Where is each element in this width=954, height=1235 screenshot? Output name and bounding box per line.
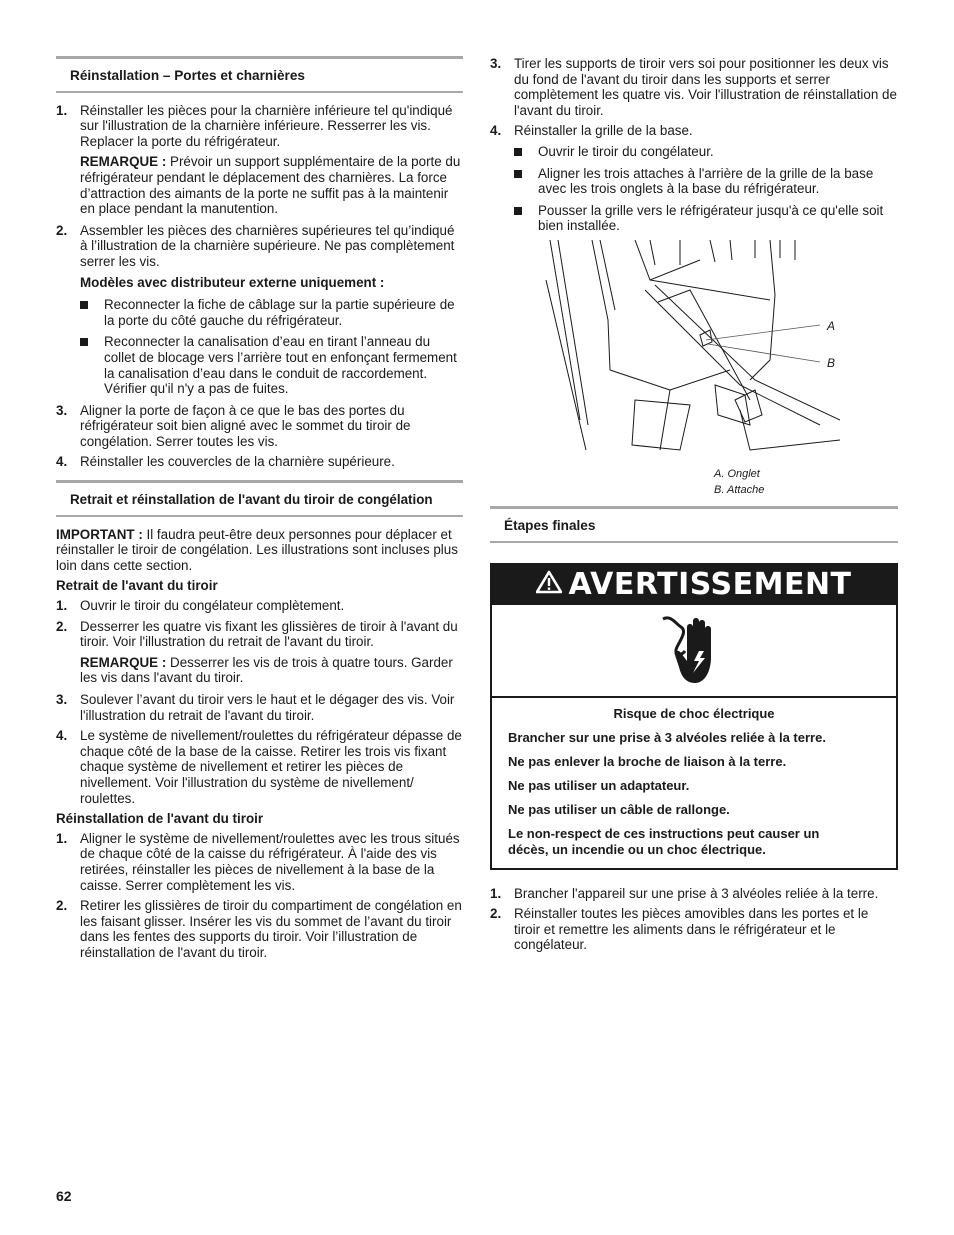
bullet-square-icon (514, 166, 538, 197)
retrait-step-4 (56, 728, 463, 806)
retrait-heading: Retrait de l'avant du tiroir (56, 578, 218, 594)
step-text: Réinstaller la grille de la base. (514, 123, 693, 139)
bullet-text: Reconnecter la canalisation d’eau en tirant l’anneau du collet de blocage vers l’arrière tout en enfonçant fermement la canalisation d’eau dans le conduit de raccordement. Vérifier qu'il n'y a pas de fuites. (104, 334, 457, 397)
important-paragraph (56, 527, 463, 574)
bullet-square-icon (514, 203, 538, 234)
bullet-item (80, 297, 463, 328)
step-text: Réinstaller toutes les pièces amovibles dans les portes et le tiroir et remettre les aliments dans le réfrigérateur et le congélateur. (514, 906, 869, 953)
step-text: Aligner la porte de façon à ce que le bas des portes du réfrigérateur soit bien aligné avec le sommet du tiroir de congélation. Serrer toutes les vis. (80, 402, 411, 449)
reinst-step-3 (490, 56, 898, 118)
final-step-2 (490, 906, 898, 953)
step-1 (56, 103, 463, 150)
step-text: Réinstaller les couvercles de la charnière supérieure. (80, 454, 395, 470)
warning-icon-area (492, 605, 896, 698)
bullet-square-icon (514, 144, 538, 160)
retrait-step-1 (56, 598, 463, 614)
step-number: 3. (56, 402, 68, 418)
step-number: 2. (56, 618, 68, 634)
bullet-item (514, 166, 898, 197)
warning-line: Ne pas utiliser un câble de rallonge. (508, 801, 730, 817)
figure-captions (714, 466, 764, 498)
step-number: 1. (56, 102, 68, 118)
note-text: Prévoir un support supplémentaire de la porte du réfrigérateur pendant le déplacement des charnières. La force d’attraction des aimants de la porte ne suffit pas à la maintenir en place pendant la manutention. (80, 154, 461, 217)
reinstallation-heading: Réinstallation de l'avant du tiroir (56, 811, 264, 827)
step-number: 2. (56, 222, 68, 238)
note (80, 154, 463, 216)
warning-triangle-icon (536, 565, 562, 605)
step-text: Desserrer les quatre vis fixant les glissières de tiroir à l'avant du tiroir. Voir l'illustration du retrait de l'avant du tiroir. (80, 618, 458, 650)
step-text: Brancher l'appareil sur une prise à 3 alvéoles reliée à la terre. (514, 885, 879, 901)
step-text: Le système de nivellement/roulettes du réfrigérateur dépasse de chaque côté de la base de la caisse. Retirer les trois vis fixant chaque système de nivellement et retirer les pièces de nivellement. Voir l'illustration du système de nivellement/ roulettes. (80, 728, 462, 806)
step-number: 3. (56, 692, 68, 707)
grille-drawing (540, 240, 840, 460)
step-text: Assembler les pièces des charnières supérieures tel qu’indiqué à l’illustration de la charnière supérieure. Ne pas complètement serrer les vis. (80, 222, 455, 269)
step-4 (56, 454, 463, 470)
important-label: IMPORTANT : (56, 526, 143, 542)
base-grille-illustration (540, 240, 840, 510)
page-number: 62 (56, 1188, 72, 1204)
warning-line: Ne pas enlever la broche de liaison à la terre. (508, 753, 787, 769)
step-number: 1. (490, 885, 502, 901)
bullet-square-icon (80, 334, 104, 396)
step-number: 3. (490, 56, 502, 71)
important-text: Il faudra peut-être deux personnes pour déplacer et réinstaller le tiroir de congélation. Les illustrations sont incluses plus loin dans cette section. (56, 526, 458, 573)
warning-line: Le non-respect de ces instructions peut causer un décès, un incendie ou un choc électrique. (508, 825, 820, 857)
step-text: Ouvrir le tiroir du congélateur complètement. (80, 598, 345, 614)
warning-title: AVERTISSEMENT (568, 566, 852, 602)
step-number: 4. (56, 454, 68, 470)
note-text: Desserrer les vis de trois à quatre tours. Garder les vis dans l'avant du tiroir. (80, 654, 453, 686)
section-heading-etapes-finales: Étapes finales (490, 506, 898, 543)
step-text: Aligner le système de nivellement/roulettes avec les trous situés de chaque côté de la caisse du réfrigérateur. À l'aide des vis retirées, réinstaller les pièces de nivellement à la base de la caisse. Serrer complètement les vis. (80, 830, 460, 893)
caption-a: A. Onglet (714, 467, 760, 480)
warning-body (492, 698, 896, 868)
label-b: B (827, 355, 836, 370)
retrait-step-2 (56, 619, 463, 650)
step-text: Soulever l’avant du tiroir vers le haut et le dégager des vis. Voir l'illustration du retrait de l'avant du tiroir. (80, 692, 455, 723)
bullet-square-icon (80, 297, 104, 328)
bullet-text: Ouvrir le tiroir du congélateur. (538, 143, 714, 159)
caption-b: B. Attache (714, 483, 765, 496)
step-text: Réinstaller les pièces pour la charnière inférieure tel qu'indiqué sur l'illustration de la charnière inférieure. Resserrer les vis. Replacer la porte du réfrigérateur. (80, 102, 453, 149)
step-number: 1. (56, 830, 68, 846)
bullet-item (80, 334, 463, 396)
warning-line: Ne pas utiliser un adaptateur. (508, 777, 690, 793)
reinst-step-4 (490, 123, 898, 139)
warning-heading: Risque de choc électrique (613, 705, 775, 721)
step-number: 2. (56, 898, 68, 914)
step-number: 4. (56, 728, 68, 744)
warning-title-bar (492, 565, 896, 605)
note-label: REMARQUE : (80, 154, 167, 170)
step-3 (56, 403, 463, 450)
reinst-step-2 (56, 898, 463, 960)
left-column (56, 56, 463, 966)
bullet-text: Aligner les trois attaches à l'arrière de la grille de la base avec les trois onglets à la base du réfrigérateur. (538, 165, 874, 197)
retrait-step-3 (56, 692, 463, 723)
warning-box (490, 563, 898, 870)
step-text: Tirer les supports de tiroir vers soi pour positionner les deux vis du fond de l'avant du tiroir dans les supports et serrer complètement les quatre vis. Voir l'illustration de réinstallation de l'avant du tiroir. (514, 56, 897, 118)
note-label: REMARQUE : (80, 654, 167, 670)
reinst-step-1 (56, 831, 463, 893)
section-heading-tiroir: Retrait et réinstallation de l'avant du tiroir de congélation (56, 480, 463, 517)
electric-shock-hand-icon (659, 613, 729, 687)
label-a: A (827, 318, 836, 333)
warning-line: Brancher sur une prise à 3 alvéoles reliée à la terre. (508, 729, 826, 745)
step-number: 1. (56, 598, 68, 614)
step-number: 4. (490, 123, 502, 139)
bullet-text: Pousser la grille vers le réfrigérateur jusqu'à ce qu'elle soit bien installée. (538, 202, 884, 234)
bullet-item (514, 203, 898, 234)
step-2 (56, 223, 463, 270)
note (80, 655, 463, 686)
models-subheading: Modèles avec distributeur externe uniquement : (80, 274, 385, 290)
step-number: 2. (490, 906, 502, 922)
bullet-item (514, 144, 898, 160)
step-text: Retirer les glissières de tiroir du compartiment de congélation en les faisant glisser. Insérer les vis du sommet de l’avant du tiroir dans les fentes des supports du tiroir. Voir l’illustration de réinstallation de l'avant du tiroir. (80, 898, 462, 960)
bullet-text: Reconnecter la fiche de câblage sur la partie supérieure de la porte du côté gauche du réfrigérateur. (104, 297, 455, 328)
right-column (490, 56, 898, 958)
section-heading-portes-charnieres: Réinstallation – Portes et charnières (56, 56, 463, 93)
final-step-1 (490, 886, 898, 902)
